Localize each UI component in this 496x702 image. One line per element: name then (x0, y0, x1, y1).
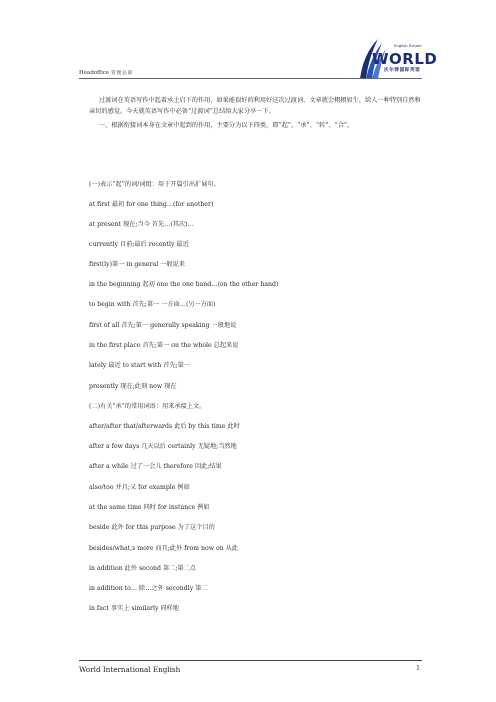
list-line: besides/what,s more 而且;此外 from now on 从此 (89, 545, 239, 552)
intro-paragraph: 过渡词在英语写作中起着承上启下的作用，如果能很好的利用好这次过渡词，文章就会栩栩如生，给人一种特别自然和亲切的感觉。今天就英语写作中必备“过渡词”总结给大家分享一下。 (89, 97, 421, 115)
list-line: first(ly)第一 in general 一般说来 (89, 261, 185, 268)
footer-title: World International English (79, 665, 181, 674)
world-logo (322, 37, 438, 81)
list-line: after a few days 几天以后 certainly 无疑地;当然地 (89, 443, 237, 450)
header-divider (79, 78, 422, 79)
logo-word: WORLD (372, 50, 438, 68)
list-line: lately 最近 to start with 首先;第一 (89, 362, 191, 369)
header-org-cn: 管理总部 (111, 71, 133, 76)
document-body (89, 96, 425, 131)
list-line: currently 目前;最后 recently 最近 (89, 241, 189, 248)
list-line: also/too 并且;又 for example 例如 (89, 484, 190, 491)
list-line: first of all 首先;第一 generally speaking 一般地说 (89, 322, 237, 329)
list-line: in addition to… 除…之外 secondly 第二 (89, 585, 208, 592)
list-line: in the beginning 起初 one the one hand…(on the other hand) (89, 281, 279, 288)
header-org (79, 69, 133, 76)
footer-divider (79, 660, 422, 661)
list-line: at present 现在;当今 首先…(其次)… (89, 221, 194, 228)
page-footer (79, 662, 422, 676)
list-line: to begin with 首先;第一 一方面…(另一方面) (89, 301, 216, 308)
section-one-paragraph: 一、根据衔接词本身在文章中起到的作用，主要分为以下四类，即“起”、“承”、“转”、“合”。 (99, 121, 354, 129)
list-line: at the same time 同时 for instance 例如 (89, 504, 210, 511)
page-number: 1 (416, 665, 420, 672)
list-line: presently 现在;此刻 now 现在 (89, 383, 177, 390)
list-line: beside 此外 for this purpose 为了这个目的 (89, 524, 215, 531)
list-line: in the first place 首先;第一 on the whole 总起来说 (89, 342, 239, 349)
logo-small-text: English School (394, 43, 422, 48)
list-line: in fact 事实上 similarly 同样地 (89, 605, 179, 612)
list-line: after/after that/afterwards 此后 by this time 此时 (89, 423, 240, 430)
header-org-en: Headoffice (79, 70, 110, 76)
list-line: at first 最初 for one thing…(for another) (89, 201, 214, 208)
list-line: (二)有关“承”的常用词语：用来承接上文。 (89, 403, 206, 410)
list-line: after a while 过了一会儿 therefore 因此;结果 (89, 463, 222, 470)
logo-chinese-name: 沃尔得国际英语 (384, 68, 421, 73)
list-line: (一)表示“起”的词/词组：用于开篇引出扩展句。 (89, 181, 220, 188)
list-line: in addition 此外 second 第二;第二点 (89, 565, 196, 572)
